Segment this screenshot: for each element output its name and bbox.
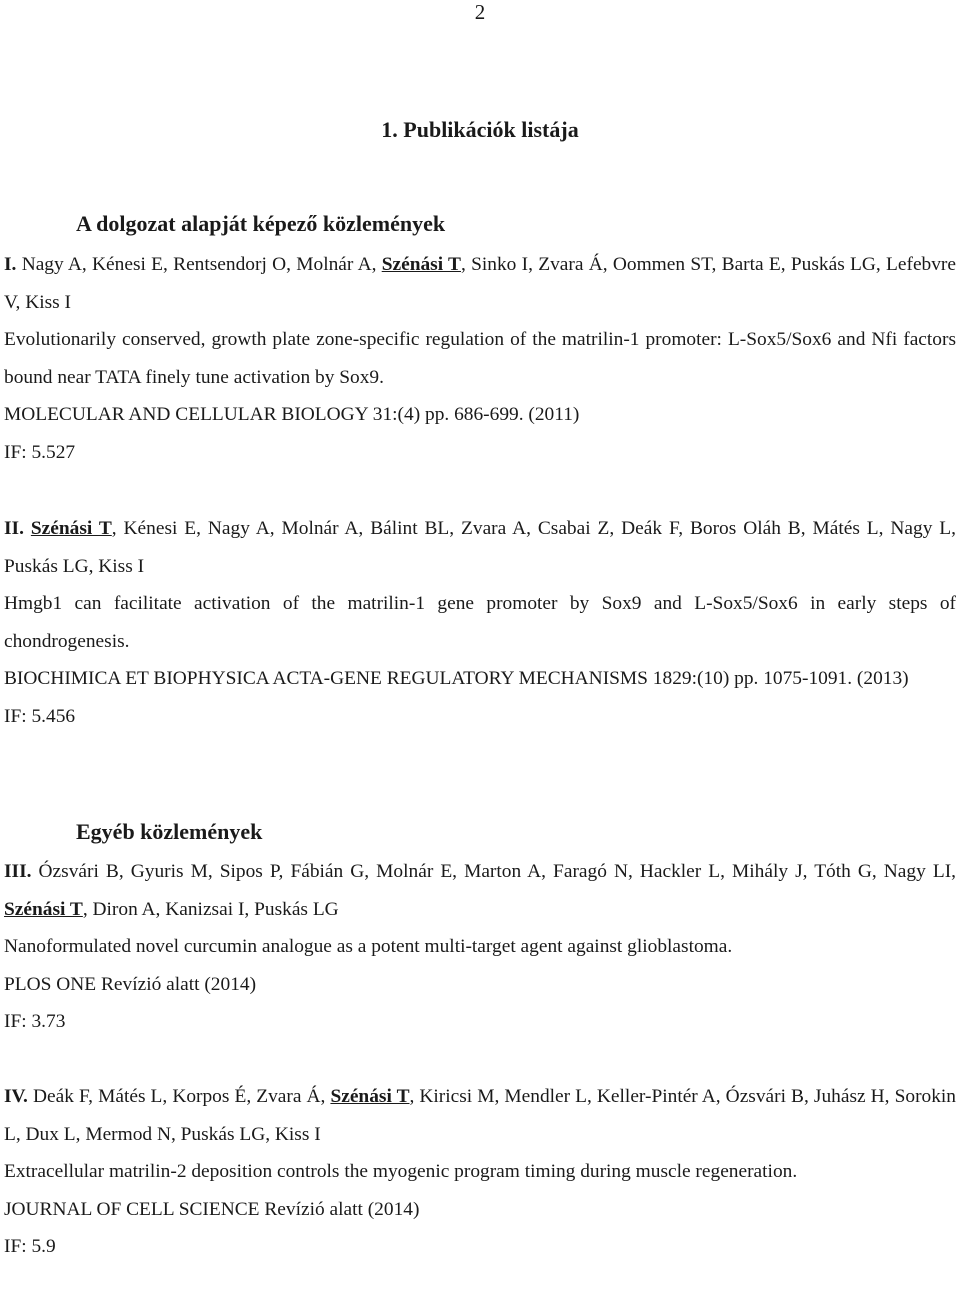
publication-authors xyxy=(4,853,956,928)
publication-journal: BIOCHIMICA ET BIOPHYSICA ACTA-GENE REGULATORY MECHANISMS 1829:(10) pp. 1075-1091. (2013) xyxy=(4,668,909,690)
authors-before xyxy=(24,518,31,539)
authors-before: Deák F, Mátés L, Korpos É, Zvara Á, xyxy=(27,1086,331,1107)
authors-after: , Kénesi E, Nagy A, Molnár A, Bálint BL, Zvara A, Csabai Z, Deák F, Boros Oláh B, Mátés L, Nagy L, Puskás LG, Kiss I xyxy=(4,518,956,577)
section-title: 1. Publikációk listája xyxy=(381,117,579,142)
publication-impact-factor: IF: 5.9 xyxy=(4,1236,56,1258)
publication-number: II. xyxy=(4,518,24,539)
publication-number: III. xyxy=(4,861,32,882)
authors-after: , Diron A, Kanizsai I, Puskás LG xyxy=(82,898,339,920)
publication-entry xyxy=(4,1078,956,1266)
publication-entry xyxy=(4,853,956,1041)
publication-impact-factor: IF: 3.73 xyxy=(4,1011,66,1033)
author-self: Szénási T xyxy=(30,518,112,539)
author-self: Szénási T xyxy=(381,254,461,275)
authors-after: , Sinko I, Zvara Á, Oommen ST, Barta E, Puskás LG, Lefebvre V, Kiss I xyxy=(4,254,956,313)
publication-title: Evolutionarily conserved, growth plate zone-specific regulation of the matrilin-1 promoter: L-Sox5/Sox6 and Nfi factors bound near TATA finely tune activation by Sox9. xyxy=(4,329,956,388)
publication-authors xyxy=(4,510,956,585)
publication-journal: MOLECULAR AND CELLULAR BIOLOGY 31:(4) pp. 686-699. (2011) xyxy=(4,404,580,426)
authors-before: Ózsvári B, Gyuris M, Sipos P, Fábián G, Molnár E, Marton A, Faragó N, Hackler L, Mihály J, Tóth G, Nagy LI, xyxy=(31,861,956,882)
publication-authors xyxy=(4,246,956,321)
authors-before: Nagy A, Kénesi E, Rentsendorj O, Molnár A, xyxy=(16,254,382,275)
publication-title: Hmgb1 can facilitate activation of the matrilin-1 gene promoter by Sox9 and L-Sox5/Sox6 in early steps of chondrogenesis. xyxy=(4,593,956,652)
publication-number: IV. xyxy=(4,1086,28,1107)
page-number: 2 xyxy=(474,0,486,24)
subheading-other-publications: Egyéb közlemények xyxy=(76,819,263,844)
author-self: Szénási T xyxy=(4,898,83,920)
publication-entry xyxy=(4,510,956,736)
publication-number: I. xyxy=(4,254,17,275)
publication-journal: JOURNAL OF CELL SCIENCE Revízió alatt (2014) xyxy=(4,1198,420,1220)
subheading-main-publications: A dolgozat alapját képező közlemények xyxy=(76,211,446,236)
author-self: Szénási T xyxy=(330,1086,410,1107)
publication-impact-factor: IF: 5.527 xyxy=(4,441,76,463)
publication-impact-factor: IF: 5.456 xyxy=(4,705,76,727)
authors-after: , Kiricsi M, Mendler L, Keller-Pintér A, Ózsvári B, Juhász H, Sorokin L, Dux L, Mermod N, Puskás LG, Kiss I xyxy=(4,1086,956,1145)
publication-authors xyxy=(4,1078,956,1153)
publication-title: Extracellular matrilin-2 deposition controls the myogenic program timing during muscle regeneration. xyxy=(4,1161,798,1183)
publication-entry xyxy=(4,246,956,472)
publication-title: Nanoformulated novel curcumin analogue as a potent multi-target agent against glioblastoma. xyxy=(4,936,733,958)
publication-journal: PLOS ONE Revízió alatt (2014) xyxy=(4,973,257,995)
